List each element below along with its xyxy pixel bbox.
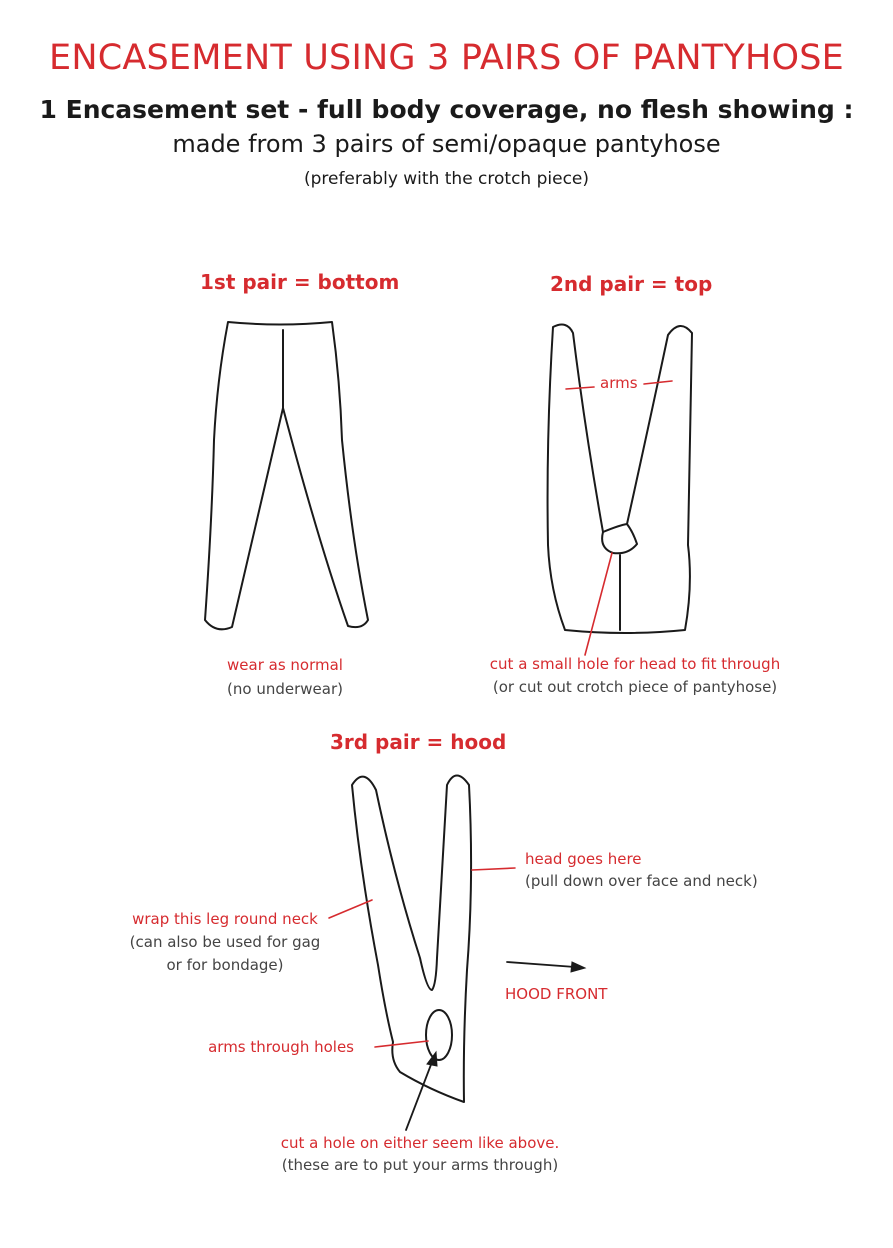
cut-hole-label: cut a hole on either seem like above. [280, 1134, 560, 1152]
cut-hole-arrow-head [427, 1052, 437, 1066]
arms-through-holes-label: arms through holes [208, 1038, 354, 1056]
materials-line: made from 3 pairs of semi/opaque pantyhose [172, 130, 721, 158]
pair1-note: wear as normal [227, 656, 343, 674]
materials-note: (preferably with the crotch piece) [303, 169, 590, 189]
head-hole-pointer [585, 553, 612, 655]
pair2-title: 2nd pair = top [550, 272, 713, 296]
page-subtitle: 1 Encasement set - full body coverage, no flesh showing : [39, 95, 854, 124]
head-goes-here-detail: (pull down over face and neck) [525, 872, 758, 890]
wrap-leg-detail-2: or for bondage) [166, 956, 284, 974]
hood-front-arrow-shaft [507, 962, 575, 967]
pantyhose-hood-drawing [352, 776, 471, 1103]
cut-hole-arrow-shaft [406, 1062, 432, 1130]
pair2-note: cut a small hole for head to fit through [489, 655, 781, 673]
head-goes-here-label: head goes here [525, 850, 642, 868]
page-title: ENCASEMENT USING 3 PAIRS OF PANTYHOSE [49, 38, 844, 78]
pantyhose-bottom-drawing [205, 322, 368, 629]
wrap-leg-detail-1: (can also be used for gag [129, 933, 321, 951]
pair3-title: 3rd pair = hood [330, 730, 507, 754]
pair2-note-detail: (or cut out crotch piece of pantyhose) [492, 678, 778, 696]
hood-front-label: HOOD FRONT [505, 985, 608, 1003]
pair1-note-detail: (no underwear) [227, 680, 343, 698]
arms-through-holes-pointer [375, 1041, 428, 1047]
hood-front-arrow-head [571, 962, 585, 972]
wrap-leg-label: wrap this leg round neck [132, 910, 318, 928]
pantyhose-top-drawing [548, 325, 692, 633]
head-goes-here-pointer [472, 868, 515, 870]
pair2-arms-label: arms [600, 374, 638, 392]
arms-pointer-left [566, 387, 594, 389]
pair1-title: 1st pair = bottom [200, 270, 400, 294]
cut-hole-detail: (these are to put your arms through) [281, 1156, 559, 1174]
